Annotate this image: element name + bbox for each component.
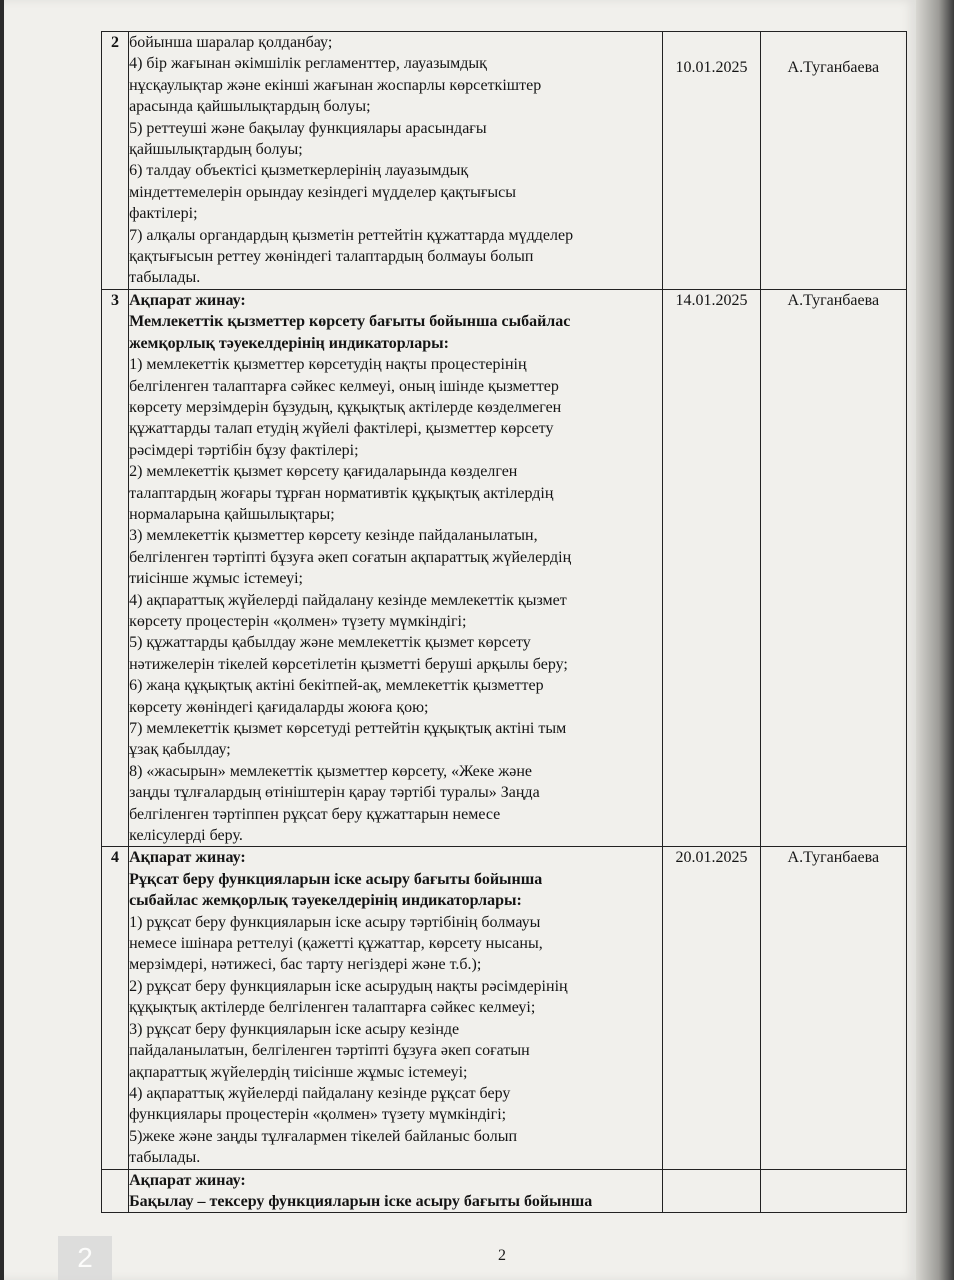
content-line: пайдаланылатын, белгіленген тәртіпті бұзуға әкеп соғатын bbox=[129, 1042, 530, 1060]
content-line: ұзақ қабылдау; bbox=[129, 741, 231, 759]
row-date bbox=[663, 847, 760, 1169]
content-heading-line: Бақылау – тексеру функцияларын іске асыру бағыты бойынша bbox=[129, 1192, 593, 1210]
content-heading-line: Ақпарат жинау: bbox=[129, 849, 246, 867]
responsible-name: А.Туганбаева bbox=[787, 291, 880, 309]
content-line: тиісінше жұмыс істемеуі; bbox=[129, 570, 303, 588]
content-line: рәсімдері тәртібін бұзу фактілері; bbox=[129, 441, 359, 459]
content-heading-line: Ақпарат жинау: bbox=[129, 291, 246, 309]
content-line: талаптардың жоғары тұрған нормативтік құқықтық актілердің bbox=[129, 484, 554, 502]
content-line: ақпараттық жүйелердің тиісінше жұмыс істемеуі; bbox=[129, 1063, 468, 1081]
table-row bbox=[102, 847, 907, 1169]
content-line: 7) алқалы органдардың қызметін реттейтін құжаттарда мүдделер bbox=[129, 226, 574, 244]
content-line: белгіленген тәртіппен рұқсат беру құжаттарын немесе bbox=[129, 805, 501, 823]
date-text: 10.01.2025 bbox=[675, 59, 748, 76]
page-thumbnail-badge[interactable]: 2 bbox=[58, 1236, 112, 1280]
content-line: міндеттемелерін орындау кезіндегі мүдделер қақтығысы bbox=[129, 183, 516, 201]
content-line: нұсқаулықтар және екінші жағынан жоспарлы көрсеткіштер bbox=[129, 76, 542, 94]
page-number: 2 bbox=[498, 1247, 506, 1264]
row-responsible bbox=[760, 32, 906, 290]
content-line: мерзімдері, нәтижесі, бас тарту негіздері және т.б.); bbox=[129, 956, 482, 974]
row-content bbox=[129, 289, 663, 847]
content-line: 8) «жасырын» мемлекеттік қызметтер көрсету, «Жеке және bbox=[129, 762, 533, 780]
plan-table-body bbox=[102, 32, 907, 1213]
content-line: қайшылықтардың болуы; bbox=[129, 141, 303, 159]
row-date bbox=[663, 32, 760, 290]
content-line: функциялары процестерін «қолмен» түзету мүмкіндігі; bbox=[129, 1106, 507, 1124]
content-line: табылады. bbox=[129, 269, 201, 287]
content-line: 4) ақпараттық жүйелерді пайдалану кезінде рұқсат беру bbox=[129, 1084, 511, 1102]
content-line: 6) талдау объектісі қызметкерлерінің лауазымдық bbox=[129, 162, 469, 180]
content-line: 3) рұқсат беру функцияларын іске асыру кезінде bbox=[129, 1020, 460, 1038]
content-line: 7) мемлекеттік қызмет көрсетуді реттейтін құқықтық актіні тым bbox=[129, 720, 567, 737]
content-line: 5) құжаттарды қабылдау және мемлекеттік қызмет көрсету bbox=[129, 634, 531, 652]
responsible-name: А.Туганбаева bbox=[787, 849, 880, 867]
row-content bbox=[129, 1169, 663, 1213]
row-content bbox=[129, 32, 663, 290]
content-line: бойынша шаралар қолданбау; bbox=[129, 34, 333, 51]
content-line: белгіленген талаптарға сәйкес келмеуі, оның ішінде қызметтер bbox=[129, 377, 559, 395]
row-number: 3 bbox=[102, 289, 129, 847]
content-line: арасында қайшылықтардың болуы; bbox=[129, 98, 371, 116]
row-date bbox=[663, 289, 760, 847]
content-line: көрсету мерзімдерін бұзудың, құқықтық актілерде көзделмеген bbox=[129, 398, 562, 416]
content-line: белгіленген тәртіпті бұзуға әкеп соғатын ақпараттық жүйелердің bbox=[129, 548, 572, 566]
content-line: нәтижелерін тікелей көрсетілетін қызметті беруші арқылы беру; bbox=[129, 655, 568, 673]
content-line: құқықтық актілерде белгіленген талаптарға сәйкес келмеуі; bbox=[129, 999, 536, 1017]
date-text: 14.01.2025 bbox=[675, 291, 748, 309]
content-line: фактілері; bbox=[129, 205, 198, 223]
content-line: қақтығысын реттеу жөніндегі талаптардың болмауы болып bbox=[129, 248, 534, 266]
table-row bbox=[102, 32, 907, 290]
content-heading-line: жемқорлық тәуекелдерінің индикаторлары: bbox=[129, 334, 449, 352]
content-line: 1) мемлекеттік қызметтер көрсетудің нақты процестерінің bbox=[129, 356, 527, 374]
content-heading-line: Мемлекеттік қызметтер көрсету бағыты бойынша сыбайлас bbox=[129, 313, 571, 331]
table-row bbox=[102, 289, 907, 847]
content-line: заңды тұлғалардың өтініштерін қарау тәртібі туралы» Заңда bbox=[129, 784, 540, 802]
content-line: табылады. bbox=[129, 1149, 201, 1167]
content-line: көрсету жөніндегі қағидаларды жоюға қою; bbox=[129, 698, 429, 716]
content-line: 2) мемлекеттік қызмет көрсету қағидаларында көзделген bbox=[129, 463, 518, 481]
table-row bbox=[102, 1169, 907, 1213]
content-line: 5)жеке және заңды тұлғалармен тікелей байланыс болып bbox=[129, 1127, 518, 1145]
row-responsible bbox=[760, 289, 906, 847]
content-line: 5) реттеуші және бақылау функциялары арасындағы bbox=[129, 119, 487, 137]
content-line: 4) ақпараттық жүйелерді пайдалану кезінде мемлекеттік қызмет bbox=[129, 591, 567, 609]
content-line: 3) мемлекеттік қызметтер көрсету кезінде пайдаланылатын, bbox=[129, 527, 538, 545]
row-number bbox=[102, 1169, 129, 1213]
row-number: 4 bbox=[102, 847, 129, 1169]
content-line: нормаларына қайшылықтары; bbox=[129, 505, 335, 523]
content-line: көрсету процестерін «қолмен» түзету мүмкіндігі; bbox=[129, 612, 467, 630]
content-line: құжаттарды талап етудің жүйелі фактілері, қызметтер көрсету bbox=[129, 420, 554, 438]
page-edge bbox=[916, 0, 954, 1280]
content-heading-line: Ақпарат жинау: bbox=[129, 1171, 246, 1189]
content-line: 2) рұқсат беру функцияларын іске асырудың нақты рәсімдерінің bbox=[129, 977, 568, 995]
row-content bbox=[129, 847, 663, 1169]
content-heading-line: Рұқсат беру функцияларын іске асыру бағыты бойынша bbox=[129, 870, 543, 888]
content-line: келісулерді беру. bbox=[129, 827, 243, 845]
row-number: 2 bbox=[102, 32, 129, 290]
content-line: 1) рұқсат беру функцияларын іске асыру тәртібінің болмауы bbox=[129, 913, 541, 931]
row-date bbox=[663, 1169, 760, 1213]
content-heading-line: сыбайлас жемқорлық тәуекелдерінің индикаторлары: bbox=[129, 892, 522, 910]
plan-table bbox=[101, 31, 907, 1213]
content-line: немесе ішінара реттелуі (қажетті құжаттар, көрсету нысаны, bbox=[129, 935, 543, 953]
row-responsible bbox=[760, 847, 906, 1169]
date-text: 20.01.2025 bbox=[675, 849, 748, 867]
content-line: 6) жаңа құқықтық актіні бекітпей-ақ, мемлекеттік қызметтер bbox=[129, 677, 544, 695]
responsible-name: А.Туганбаева bbox=[787, 59, 880, 76]
content-line: 4) бір жағынан әкімшілік регламенттер, лауазымдық bbox=[129, 55, 487, 73]
row-responsible bbox=[760, 1169, 906, 1213]
